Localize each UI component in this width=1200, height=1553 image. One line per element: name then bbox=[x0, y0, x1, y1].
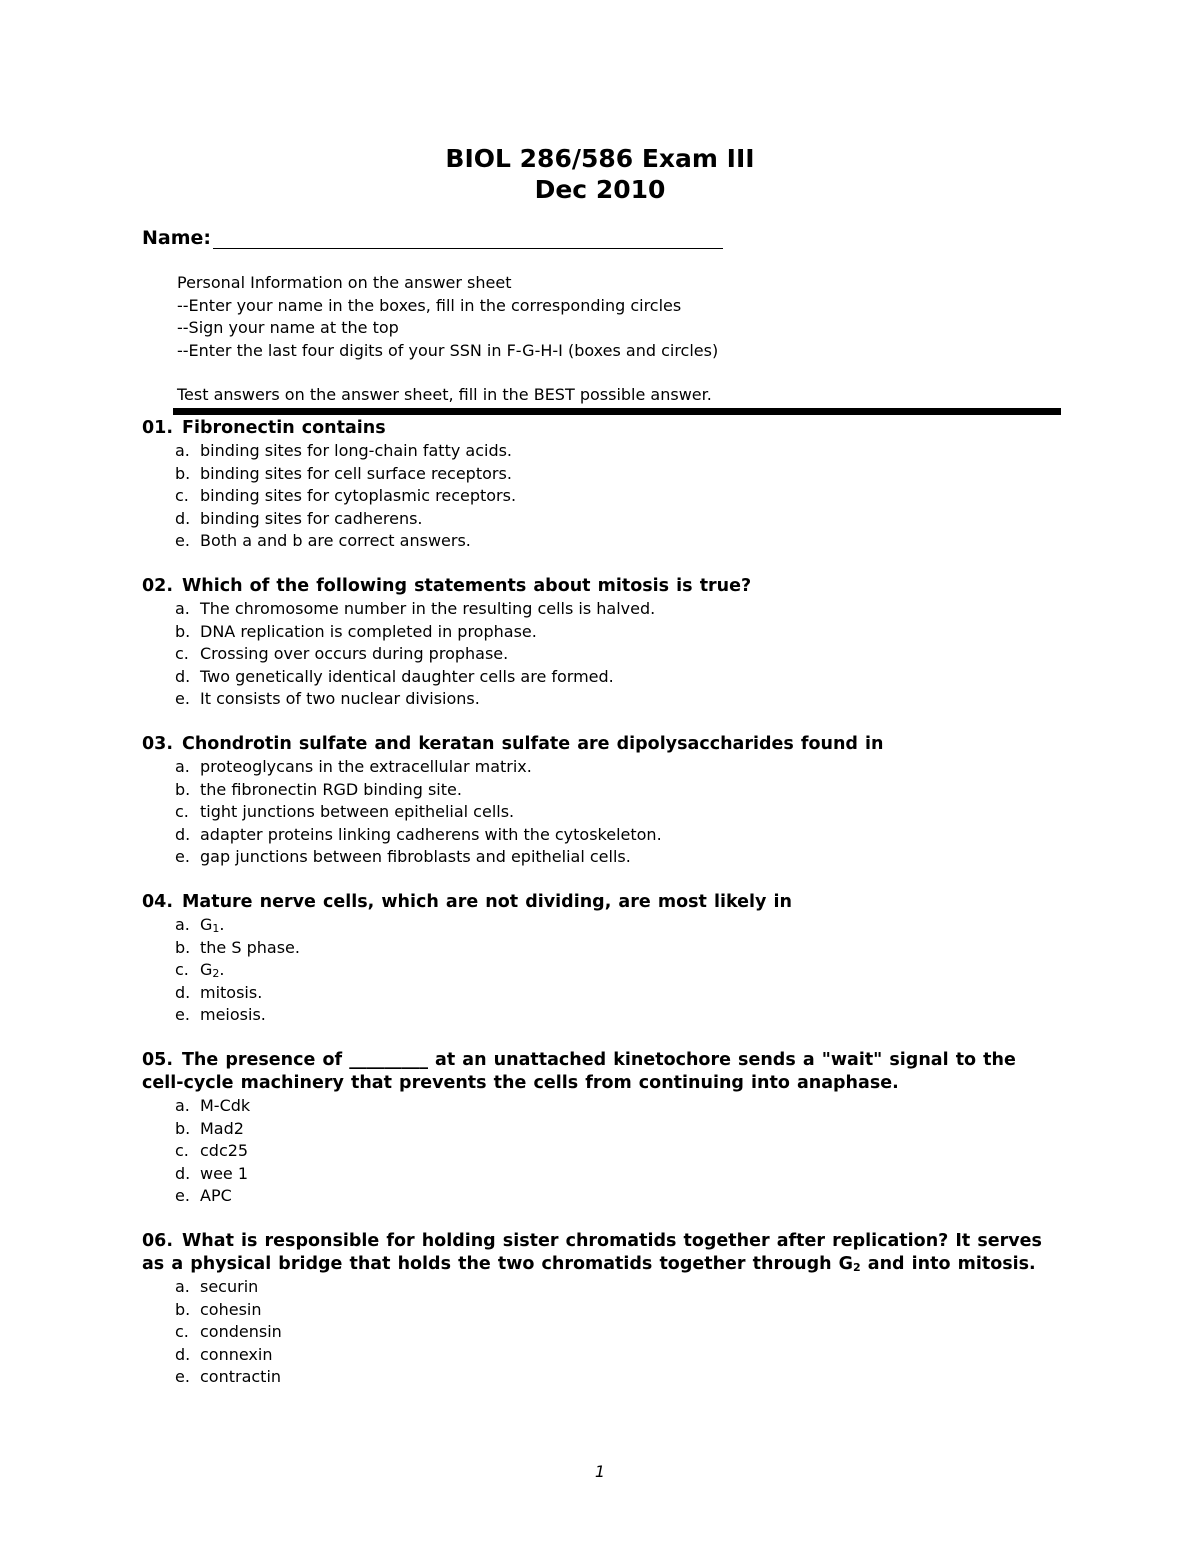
question-text: Fibronectin contains bbox=[182, 418, 386, 438]
option-text: wee 1 bbox=[200, 1163, 249, 1183]
option-e bbox=[175, 1185, 1057, 1208]
option-text: cdc25 bbox=[200, 1141, 249, 1161]
option-text-suffix: . bbox=[219, 915, 225, 934]
option-e bbox=[175, 1366, 1057, 1389]
subscript: 1 bbox=[212, 922, 220, 935]
option-letter: a. bbox=[175, 757, 190, 776]
option-letter: a. bbox=[175, 1277, 190, 1296]
option-text: mitosis. bbox=[200, 982, 263, 1002]
option-letter: e. bbox=[175, 847, 190, 867]
option-letter: d. bbox=[175, 1344, 191, 1364]
option-e bbox=[175, 1004, 1057, 1027]
option-letter: c. bbox=[175, 1141, 189, 1161]
option-a bbox=[175, 1095, 1057, 1118]
option-letter: d. bbox=[175, 982, 191, 1002]
option-d bbox=[175, 666, 1057, 689]
option-letter: d. bbox=[175, 1163, 191, 1183]
option-text: connexin bbox=[200, 1344, 273, 1364]
option-d bbox=[175, 1163, 1057, 1186]
question-stem bbox=[142, 417, 1057, 440]
question-stem bbox=[142, 733, 1057, 756]
question-02 bbox=[142, 575, 1057, 711]
instructions-heading: Personal Information on the answer sheet bbox=[177, 273, 512, 292]
question-text: The presence of _________ at an unattached kinetochore sends a "wait" signal to the cell-cycle machinery that prevents the cells from continuing into anaphase. bbox=[142, 1050, 1016, 1093]
instructions-block bbox=[177, 272, 718, 362]
option-b bbox=[175, 937, 1057, 960]
option-e bbox=[175, 846, 1057, 869]
option-a bbox=[175, 598, 1057, 621]
option-text: Crossing over occurs during prophase. bbox=[200, 644, 509, 664]
option-letter: b. bbox=[175, 1299, 191, 1319]
option-text: binding sites for cytoplasmic receptors. bbox=[200, 486, 517, 506]
option-letter: a. bbox=[175, 441, 190, 460]
question-04 bbox=[142, 891, 1057, 1027]
option-c bbox=[175, 485, 1057, 508]
option-letter: e. bbox=[175, 1005, 190, 1025]
option-letter: b. bbox=[175, 1118, 191, 1138]
option-b bbox=[175, 463, 1057, 486]
option-letter: d. bbox=[175, 824, 191, 844]
question-stem bbox=[142, 1230, 1057, 1276]
option-letter: b. bbox=[175, 937, 191, 957]
option-list bbox=[175, 440, 1057, 553]
option-text: Both a and b are correct answers. bbox=[200, 531, 471, 551]
instruction-line: --Enter the last four digits of your SSN in F-G-H-I (boxes and circles) bbox=[177, 340, 719, 360]
page-number: 1 bbox=[594, 1462, 606, 1481]
question-number: 05. bbox=[142, 1050, 174, 1070]
option-list bbox=[175, 756, 1057, 869]
question-text: What is responsible for holding sister chromatids together after replication? It serves as a physical bridge that holds the two chromatids together through G bbox=[142, 1231, 1042, 1274]
option-letter: d. bbox=[175, 508, 191, 528]
option-text: the S phase. bbox=[200, 937, 300, 957]
option-text: cohesin bbox=[200, 1299, 262, 1319]
option-letter: c. bbox=[175, 960, 189, 980]
option-letter: b. bbox=[175, 621, 191, 641]
option-b bbox=[175, 1118, 1057, 1141]
option-b bbox=[175, 1299, 1057, 1322]
option-d bbox=[175, 1344, 1057, 1367]
option-text: meiosis. bbox=[200, 1005, 266, 1025]
question-number: 03. bbox=[142, 734, 174, 754]
question-text: Mature nerve cells, which are not dividing, are most likely in bbox=[182, 892, 792, 912]
option-text: condensin bbox=[200, 1322, 282, 1342]
subscript: 2 bbox=[212, 967, 220, 981]
option-b bbox=[175, 779, 1057, 802]
option-a bbox=[175, 440, 1057, 463]
option-letter: e. bbox=[175, 1186, 190, 1206]
option-c bbox=[175, 1140, 1057, 1163]
option-text: binding sites for cadherens. bbox=[200, 508, 423, 528]
question-01 bbox=[142, 417, 1057, 553]
option-e bbox=[175, 530, 1057, 553]
question-number: 01. bbox=[142, 418, 174, 438]
option-letter: b. bbox=[175, 463, 191, 483]
option-letter: c. bbox=[175, 644, 189, 664]
option-letter: c. bbox=[175, 486, 189, 506]
question-number: 06. bbox=[142, 1231, 174, 1251]
question-text: Chondrotin sulfate and keratan sulfate are dipolysaccharides found in bbox=[182, 734, 884, 754]
option-text: proteoglycans in the extracellular matrix. bbox=[200, 757, 532, 776]
exam-title: BIOL 286/586 Exam III bbox=[445, 144, 755, 173]
name-label: Name: bbox=[142, 227, 212, 249]
option-text: APC bbox=[200, 1186, 232, 1206]
option-letter: e. bbox=[175, 689, 190, 709]
section-divider bbox=[173, 408, 1061, 415]
exam-date: Dec 2010 bbox=[534, 175, 666, 204]
question-number: 02. bbox=[142, 576, 174, 596]
option-letter: e. bbox=[175, 531, 190, 551]
option-list bbox=[175, 914, 1057, 1027]
option-text: securin bbox=[200, 1277, 259, 1296]
question-06 bbox=[142, 1230, 1057, 1389]
question-stem bbox=[142, 1049, 1057, 1095]
option-text: the fibronectin RGD binding site. bbox=[200, 779, 462, 799]
option-letter: a. bbox=[175, 599, 190, 618]
question-03 bbox=[142, 733, 1057, 869]
option-text: tight junctions between epithelial cells. bbox=[200, 802, 515, 822]
option-text: gap junctions between fibroblasts and epithelial cells. bbox=[200, 847, 631, 867]
option-c bbox=[175, 643, 1057, 666]
question-stem bbox=[142, 891, 1057, 914]
question-text: Which of the following statements about mitosis is true? bbox=[182, 576, 752, 596]
option-text: G bbox=[200, 960, 213, 980]
option-d bbox=[175, 508, 1057, 531]
test-answers-instruction: Test answers on the answer sheet, fill in the BEST possible answer. bbox=[177, 385, 712, 404]
question-text-suffix: and into mitosis. bbox=[860, 1254, 1036, 1274]
option-list bbox=[175, 1095, 1057, 1208]
option-text: adapter proteins linking cadherens with the cytoskeleton. bbox=[200, 824, 662, 844]
question-stem bbox=[142, 575, 1057, 598]
option-a bbox=[175, 1276, 1057, 1299]
name-blank-line[interactable] bbox=[213, 229, 723, 249]
option-text: It consists of two nuclear divisions. bbox=[200, 689, 480, 709]
option-letter: b. bbox=[175, 779, 191, 799]
option-text: DNA replication is completed in prophase. bbox=[200, 621, 537, 641]
option-letter: e. bbox=[175, 1367, 190, 1387]
instruction-line: --Enter your name in the boxes, fill in the corresponding circles bbox=[177, 295, 682, 315]
option-letter: c. bbox=[175, 1322, 189, 1342]
option-e bbox=[175, 688, 1057, 711]
option-c bbox=[175, 801, 1057, 824]
option-c bbox=[175, 1321, 1057, 1344]
option-text: contractin bbox=[200, 1367, 282, 1387]
option-list bbox=[175, 598, 1057, 711]
option-text: The chromosome number in the resulting cells is halved. bbox=[200, 599, 656, 618]
option-d bbox=[175, 982, 1057, 1005]
question-05 bbox=[142, 1049, 1057, 1208]
option-text: M-Cdk bbox=[200, 1096, 251, 1115]
option-b bbox=[175, 621, 1057, 644]
option-a bbox=[175, 914, 1057, 937]
subscript: 2 bbox=[853, 1261, 861, 1274]
instruction-line: --Sign your name at the top bbox=[177, 318, 399, 338]
option-text: Two genetically identical daughter cells are formed. bbox=[200, 666, 614, 686]
option-text: Mad2 bbox=[200, 1118, 244, 1138]
option-letter: a. bbox=[175, 1096, 190, 1115]
question-number: 04. bbox=[142, 892, 174, 912]
option-d bbox=[175, 824, 1057, 847]
name-row bbox=[142, 227, 723, 249]
option-text: G bbox=[200, 915, 213, 934]
option-text-suffix: . bbox=[219, 960, 225, 980]
option-letter: c. bbox=[175, 802, 189, 822]
option-text: binding sites for cell surface receptors. bbox=[200, 463, 512, 483]
option-c bbox=[175, 959, 1057, 982]
option-a bbox=[175, 756, 1057, 779]
option-letter: a. bbox=[175, 915, 190, 934]
option-list bbox=[175, 1276, 1057, 1389]
option-letter: d. bbox=[175, 666, 191, 686]
option-text: binding sites for long-chain fatty acids. bbox=[200, 441, 513, 460]
